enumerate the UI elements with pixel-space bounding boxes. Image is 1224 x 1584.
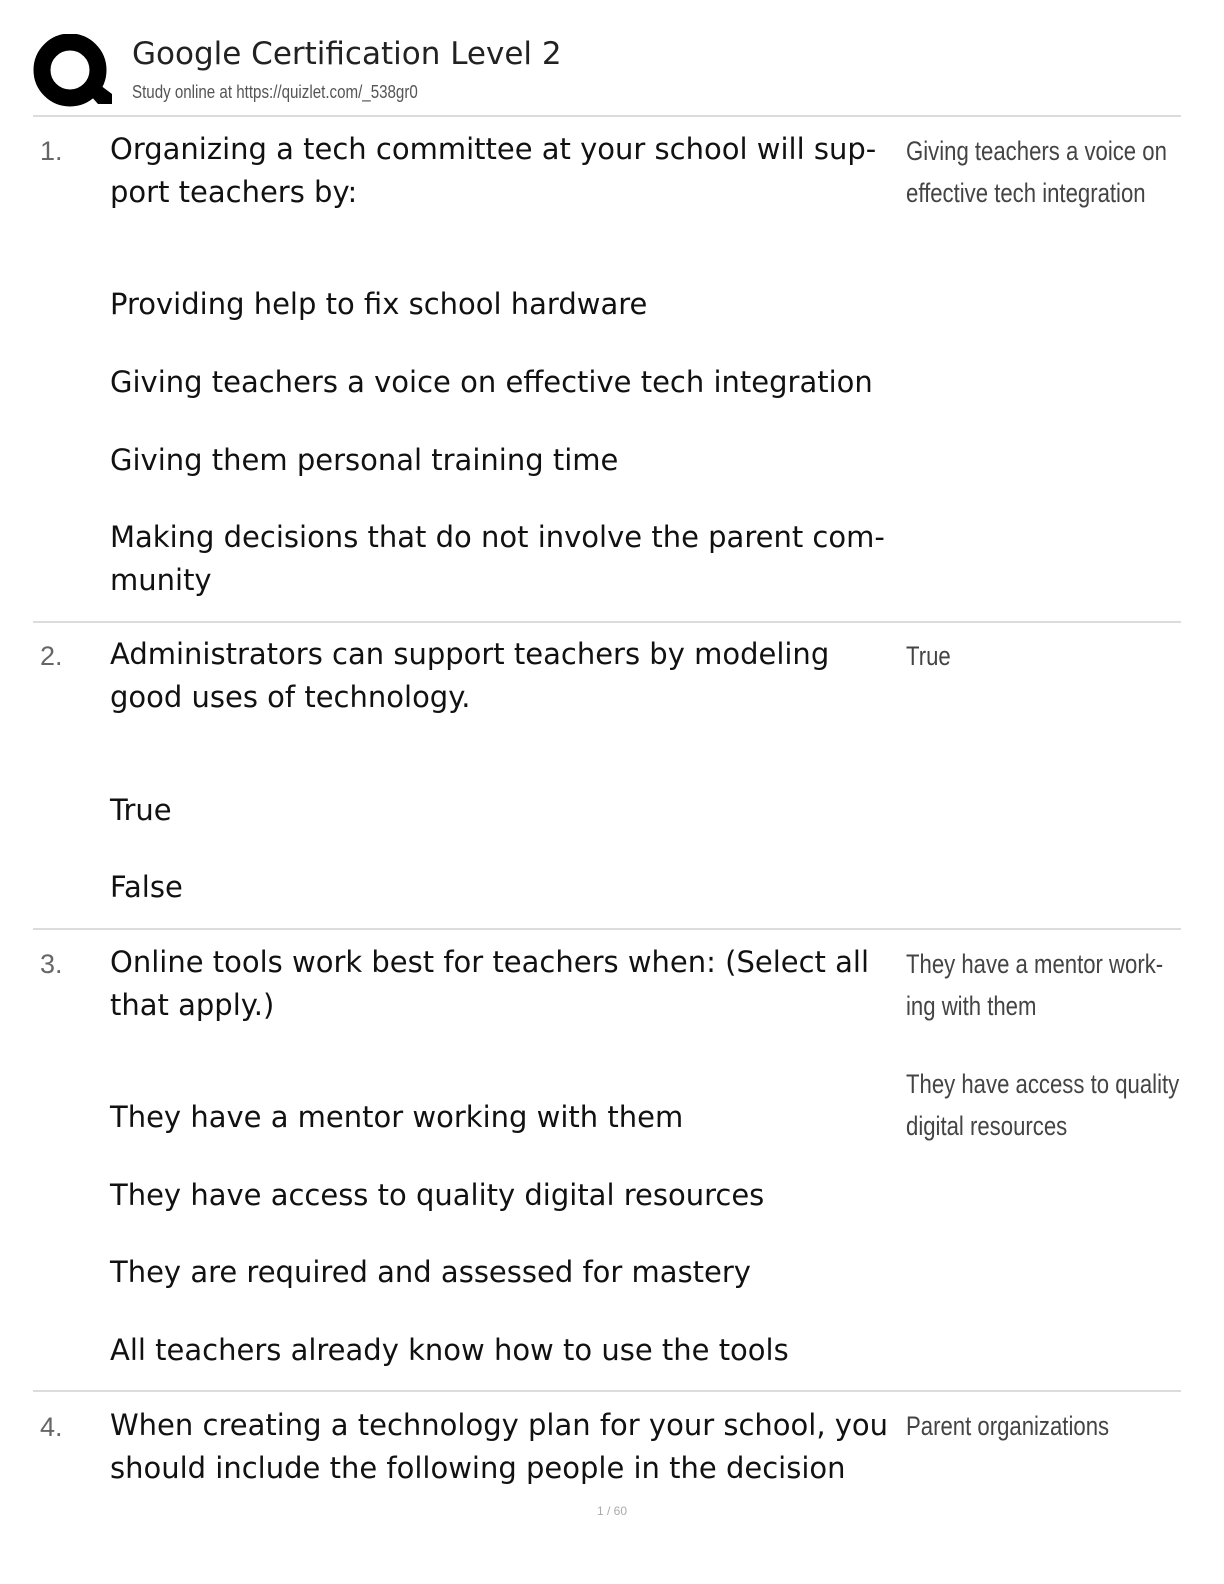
option-item: They have access to quality digital resources <box>110 1178 765 1212</box>
question-text <box>110 941 900 1027</box>
question-divider <box>33 621 1181 623</box>
question-number: 4. <box>40 1412 63 1442</box>
answer-line: effective tech integration <box>906 178 1146 208</box>
question-text-line: that apply.) <box>110 988 275 1022</box>
option-item: Giving teachers a voice on effective tech integration <box>110 365 873 399</box>
answer-text <box>906 1063 1180 1147</box>
question-text-line: Online tools work best for teachers when: (Select all <box>110 945 870 979</box>
question-text-line: good uses of technology. <box>110 680 471 714</box>
answer-text <box>906 130 1167 214</box>
question-text <box>110 128 900 214</box>
question-divider <box>33 1390 1181 1392</box>
answer-line: They have access to quality <box>906 1069 1180 1099</box>
question-text-line: Administrators can support teachers by modeling <box>110 637 830 671</box>
question-text-line: When creating a technology plan for your school, you <box>110 1408 889 1442</box>
answer-line: digital resources <box>906 1111 1068 1141</box>
answer-text <box>906 635 1160 677</box>
header-divider <box>33 115 1181 117</box>
option-item: False <box>110 870 183 904</box>
question-text-line: port teachers by: <box>110 175 358 209</box>
answer-line: Parent organizations <box>906 1411 1110 1441</box>
question-number: 1. <box>40 136 63 166</box>
question-number: 3. <box>40 949 63 979</box>
option-line: munity <box>110 563 212 597</box>
answer-text <box>906 1405 1160 1447</box>
question-text <box>110 1404 900 1490</box>
answer-text <box>906 943 1164 1027</box>
option-item: True <box>110 793 172 827</box>
document-subtitle: Study online at https://quizlet.com/_538gr0 <box>132 82 418 102</box>
option-item <box>110 516 900 602</box>
option-item: They are required and assessed for mastery <box>110 1255 751 1289</box>
option-item: Giving them personal training time <box>110 443 619 477</box>
option-item: All teachers already know how to use the tools <box>110 1333 789 1367</box>
option-item: They have a mentor working with them <box>110 1100 684 1134</box>
question-text-line: should include the following people in the decision <box>110 1451 846 1485</box>
answer-line: They have a mentor work- <box>906 949 1164 979</box>
option-item: Providing help to fix school hardware <box>110 287 648 321</box>
quizlet-logo-icon <box>32 34 112 110</box>
question-divider <box>33 928 1181 930</box>
document-title: Google Certification Level 2 <box>132 36 562 72</box>
answer-line: True <box>906 641 951 671</box>
question-number: 2. <box>40 641 63 671</box>
answer-line: ing with them <box>906 991 1037 1021</box>
question-text-line: Organizing a tech committee at your school will sup- <box>110 132 877 166</box>
question-text <box>110 633 900 719</box>
answer-line: Giving teachers a voice on <box>906 136 1167 166</box>
page-number: 1 / 60 <box>596 1504 628 1518</box>
option-line: Making decisions that do not involve the parent com- <box>110 520 885 554</box>
